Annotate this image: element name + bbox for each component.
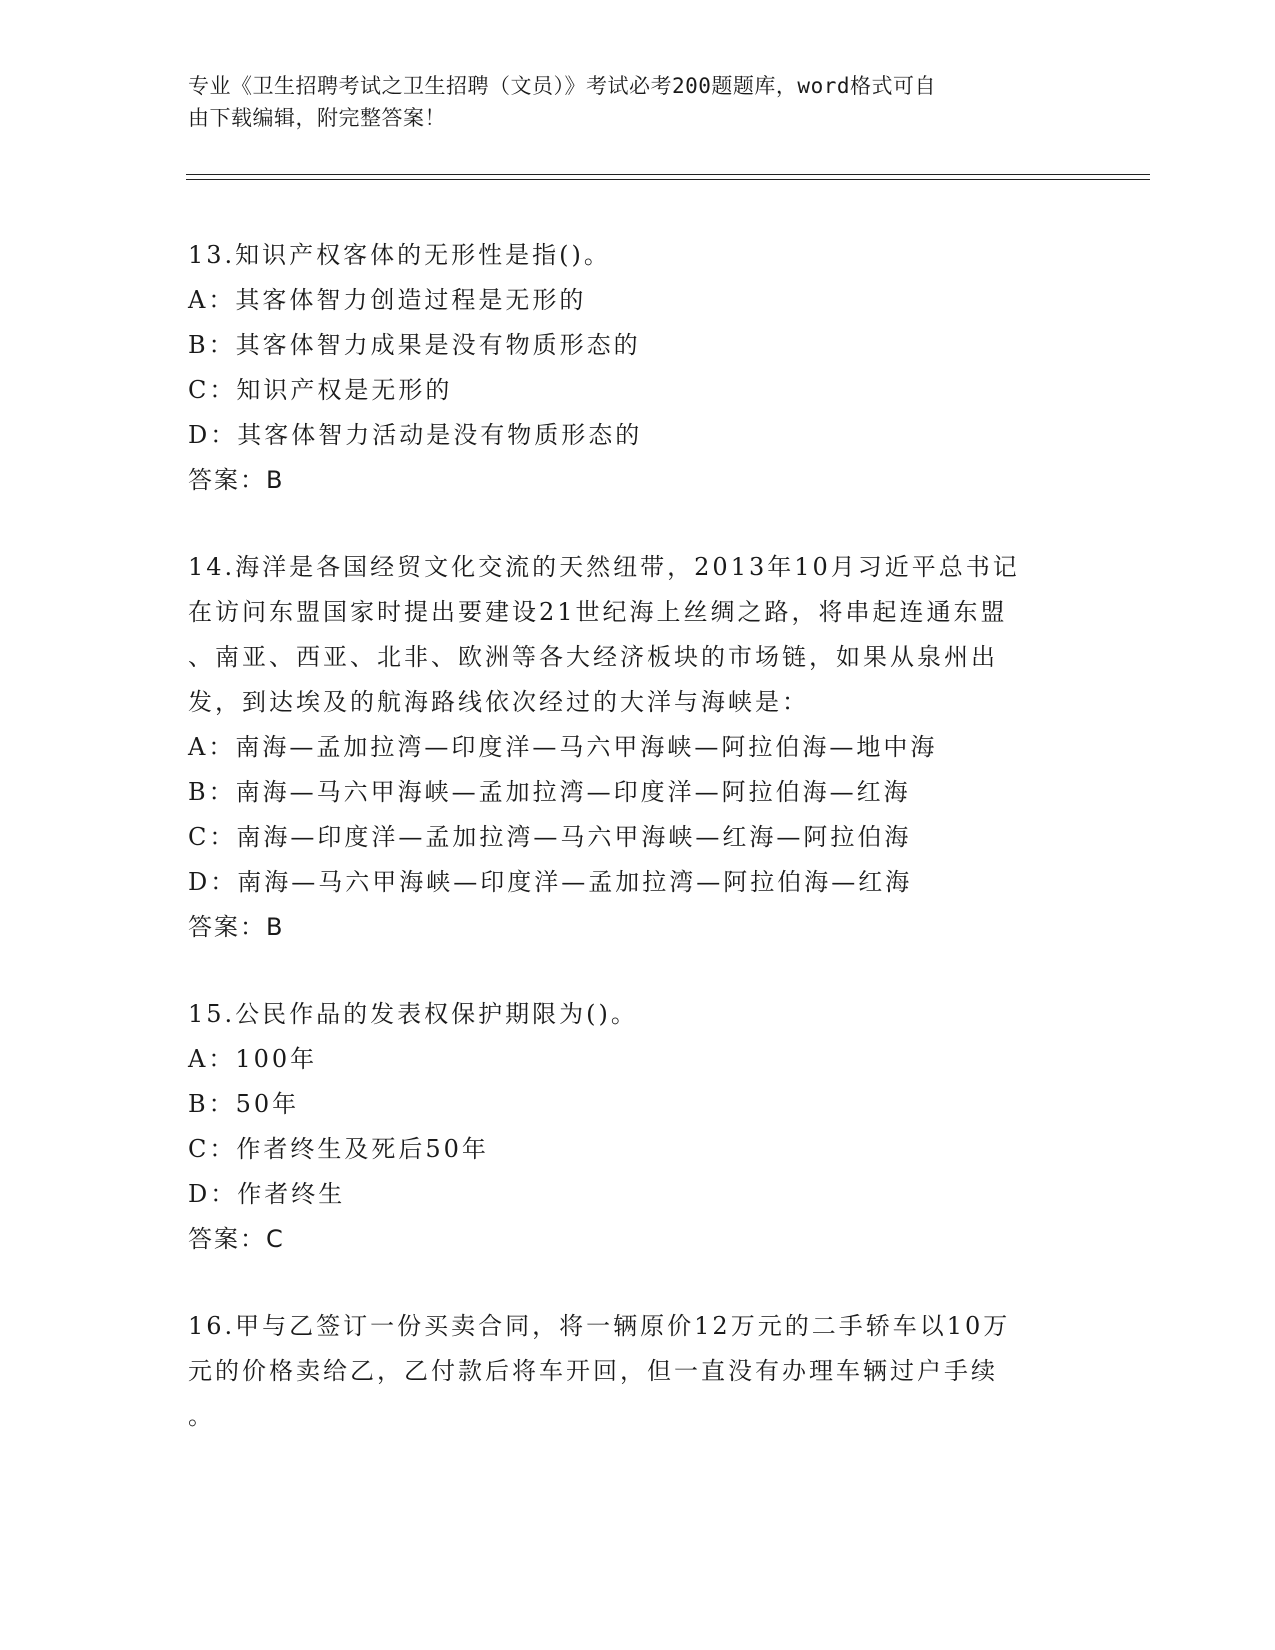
question-stem-line: 、南亚、西亚、北非、欧洲等各大经济板块的市场链，如果从泉州出 — [188, 643, 998, 671]
answer-option: C：作者终生及死后50年 — [188, 1135, 489, 1163]
answer-option: A：100年 — [188, 1045, 318, 1073]
question-stem-line: 13.知识产权客体的无形性是指()。 — [188, 241, 611, 269]
question-stem-line: 。 — [188, 1402, 215, 1430]
answer-key: 答案：B — [188, 913, 285, 941]
question-block — [188, 1304, 1088, 1439]
question-stem-line: 16.甲与乙签订一份买卖合同，将一辆原价12万元的二手轿车以10万 — [188, 1312, 1011, 1340]
answer-option: D：南海—马六甲海峡—印度洋—孟加拉湾—阿拉伯海—红海 — [188, 868, 913, 896]
header-divider-top — [186, 174, 1150, 175]
question-block — [188, 233, 1088, 503]
answer-option: C：知识产权是无形的 — [188, 376, 453, 404]
answer-option: B：50年 — [188, 1090, 300, 1118]
header-line-1: 专业《卫生招聘考试之卫生招聘（文员）》考试必考200题题库，word格式可自 — [188, 74, 936, 98]
question-stem-line: 元的价格卖给乙，乙付款后将车开回，但一直没有办理车辆过户手续 — [188, 1357, 998, 1385]
answer-option: D：作者终生 — [188, 1180, 346, 1208]
question-block — [188, 545, 1088, 950]
question-block — [188, 992, 1088, 1262]
question-stem-line: 14.海洋是各国经贸文化交流的天然纽带，2013年10月习近平总书记 — [188, 553, 1020, 581]
document-header — [188, 70, 1068, 134]
question-stem-line: 发，到达埃及的航海路线依次经过的大洋与海峡是： — [188, 688, 809, 716]
answer-option: B：南海—马六甲海峡—孟加拉湾—印度洋—阿拉伯海—红海 — [188, 778, 911, 806]
answer-key: 答案：B — [188, 466, 285, 494]
header-divider-bottom — [186, 179, 1150, 180]
answer-option: A：其客体智力创造过程是无形的 — [188, 286, 587, 314]
answer-key: 答案：C — [188, 1225, 285, 1253]
question-list — [188, 233, 1088, 1481]
question-stem-line: 15.公民作品的发表权保护期限为()。 — [188, 1000, 638, 1028]
answer-option: D：其客体智力活动是没有物质形态的 — [188, 421, 643, 449]
header-line-2: 由下载编辑，附完整答案！ — [188, 106, 446, 130]
question-stem-line: 在访问东盟国家时提出要建设21世纪海上丝绸之路，将串起连通东盟 — [188, 598, 1008, 626]
answer-option: A：南海—孟加拉湾—印度洋—马六甲海峡—阿拉伯海—地中海 — [188, 733, 938, 761]
answer-option: C：南海—印度洋—孟加拉湾—马六甲海峡—红海—阿拉伯海 — [188, 823, 912, 851]
answer-option: B：其客体智力成果是没有物质形态的 — [188, 331, 641, 359]
